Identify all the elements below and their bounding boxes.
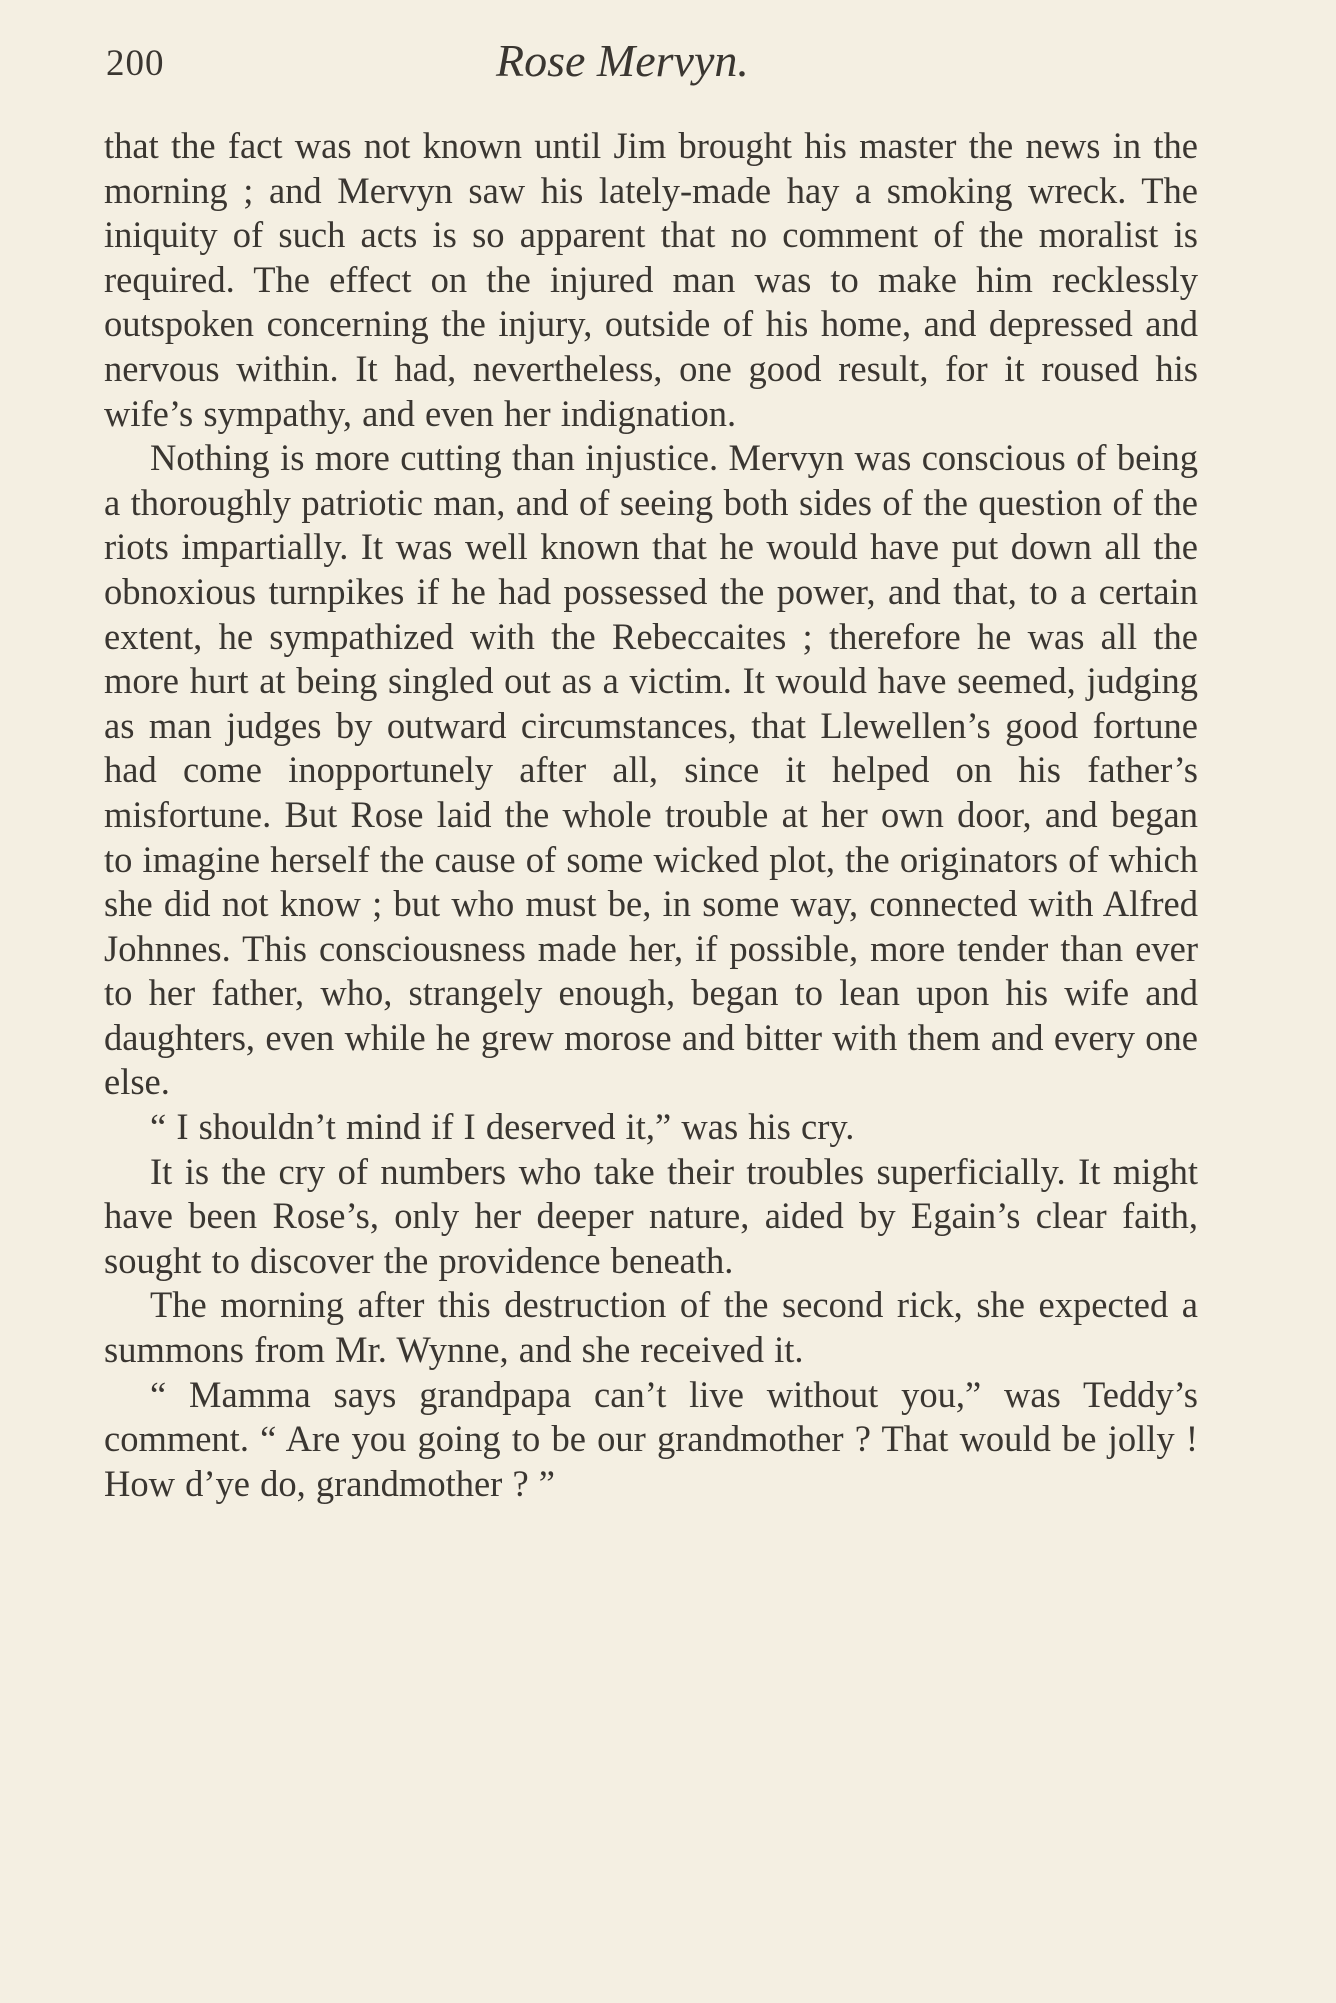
paragraph: It is the cry of numbers who take their troubles superficially. It might have been Rose’s, only her deeper nature, aided by Egain’s clear faith, sought to discover the providence beneath.: [104, 1150, 1198, 1281]
running-title: Rose Mervyn.: [496, 35, 749, 86]
paragraph: The morning after this destruction of the second rick, she expected a summons from Mr. Wynne, and she received it.: [104, 1284, 1198, 1371]
paragraph: “ I shouldn’t mind if I deserved it,” was his cry.: [150, 1106, 855, 1148]
page-number: 200: [106, 43, 165, 84]
running-head: [106, 34, 1196, 94]
body-text: [104, 124, 1198, 1506]
paragraph: that the fact was not known until Jim brought his master the news in the morning ; and Mervyn saw his lately-made hay a smoking wreck. The iniquity of such acts is so apparent that no comment of the moralist is required. The effect on the injured man was to make him recklessly outspoken concerning the injury, outside of his home, and depressed and nervous within. It had, nevertheless, one good result, for it roused his wife’s sympathy, and even her indignation.: [104, 125, 1198, 434]
paragraph: “ Mamma says grandpapa can’t live without you,” was Teddy’s comment. “ Are you going to be our grandmother ? That would be jolly ! How d’ye do, grandmother ? ”: [104, 1373, 1198, 1504]
paragraph: Nothing is more cutting than injustice. Mervyn was conscious of being a thoroughly patriotic man, and of seeing both sides of the question of the riots impartially. It was well known that he would have put down all the obnoxious turnpikes if he had possessed the power, and that, to a certain extent, he sympathized with the Rebeccaites ; therefore he was all the more hurt at being singled out as a victim. It would have seemed, judging as man judges by outward circumstances, that Llewellen’s good fortune had come inopportunely after all, since it helped on his father’s misfortune. But Rose laid the whole trouble at her own door, and began to imagine herself the cause of some wicked plot, the originators of which she did not know ; but who must be, in some way, connected with Alfred Johnnes. This consciousness made her, if possible, more tender than ever to her father, who, strangely enough, began to lean upon his wife and daughters, even while he grew morose and bitter with them and every one else.: [104, 437, 1198, 1103]
